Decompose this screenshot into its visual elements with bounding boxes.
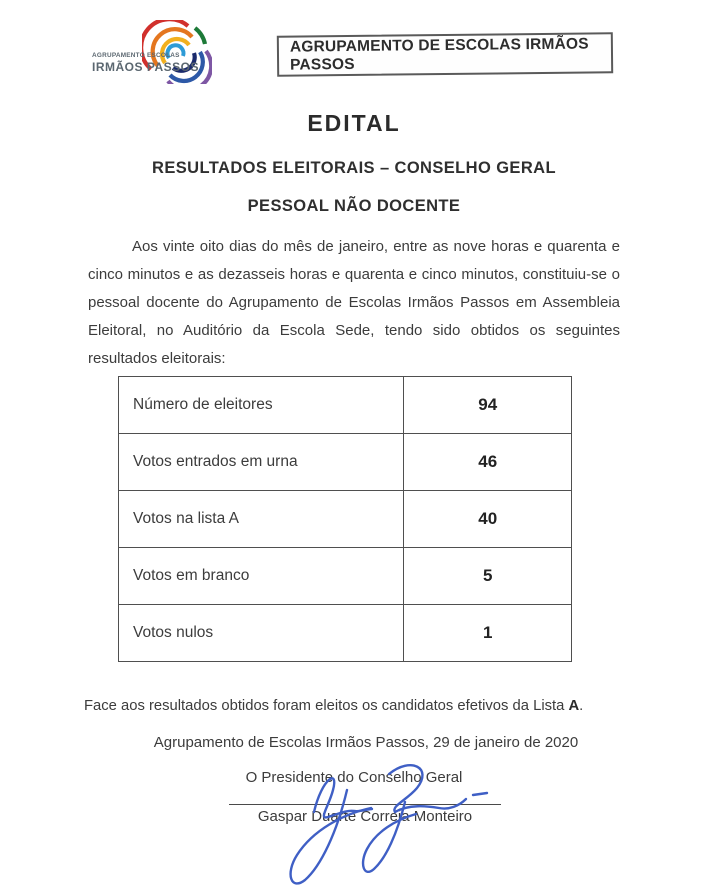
table-row	[119, 548, 572, 605]
table-row	[119, 377, 572, 434]
row-value: 94	[404, 377, 572, 434]
row-label: Votos entrados em urna	[119, 434, 404, 491]
table-row	[119, 434, 572, 491]
row-value: 5	[404, 548, 572, 605]
row-label: Votos na lista A	[119, 491, 404, 548]
row-value: 40	[404, 491, 572, 548]
closing-list-letter: A	[568, 698, 580, 714]
row-value: 46	[404, 434, 572, 491]
place-date-line: Agrupamento de Escolas Irmãos Passos, 29 de janeiro de 2020	[153, 734, 579, 751]
results-table	[118, 376, 572, 662]
table-row	[119, 491, 572, 548]
signature-line	[229, 804, 501, 805]
signer-name: Gaspar Duarte Correia Monteiro	[257, 808, 473, 825]
signature-block	[229, 804, 501, 825]
body-paragraph: Aos vinte oito dias do mês de janeiro, entre as nove horas e quarenta e cinco minutos e as dezasseis horas e quarenta e cinco minutos, constituiu-se o pessoal docente do Agrupamento de Escolas Irmãos Passos em Assembleia Eleitoral, no Auditório da Escola Sede, tendo sido obtidos os seguintes resultados eleitorais:	[88, 238, 620, 367]
row-label: Número de eleitores	[119, 377, 404, 434]
document-subtitle-staff: PESSOAL NÃO DOCENTE	[247, 197, 461, 215]
row-label: Votos em branco	[119, 548, 404, 605]
logo-org-line2: IRMÃOS PASSOS	[92, 60, 199, 74]
header-title: AGRUPAMENTO DE ESCOLAS IRMÃOS PASSOS	[289, 34, 589, 74]
closing-prefix: Face aos resultados obtidos foram eleitos os candidatos efetivos da Lista	[84, 698, 569, 714]
document-title: EDITAL	[307, 110, 401, 136]
row-value: 1	[404, 605, 572, 662]
closing-statement	[84, 698, 620, 714]
logo-org-line1: AGRUPAMENTO ESCOLAS	[92, 52, 180, 59]
row-label: Votos nulos	[119, 605, 404, 662]
signer-role: O Presidente do Conselho Geral	[245, 769, 463, 786]
document-subtitle-results: RESULTADOS ELEITORAIS – CONSELHO GERAL	[152, 159, 556, 177]
table-row	[119, 605, 572, 662]
closing-suffix: .	[579, 698, 584, 714]
